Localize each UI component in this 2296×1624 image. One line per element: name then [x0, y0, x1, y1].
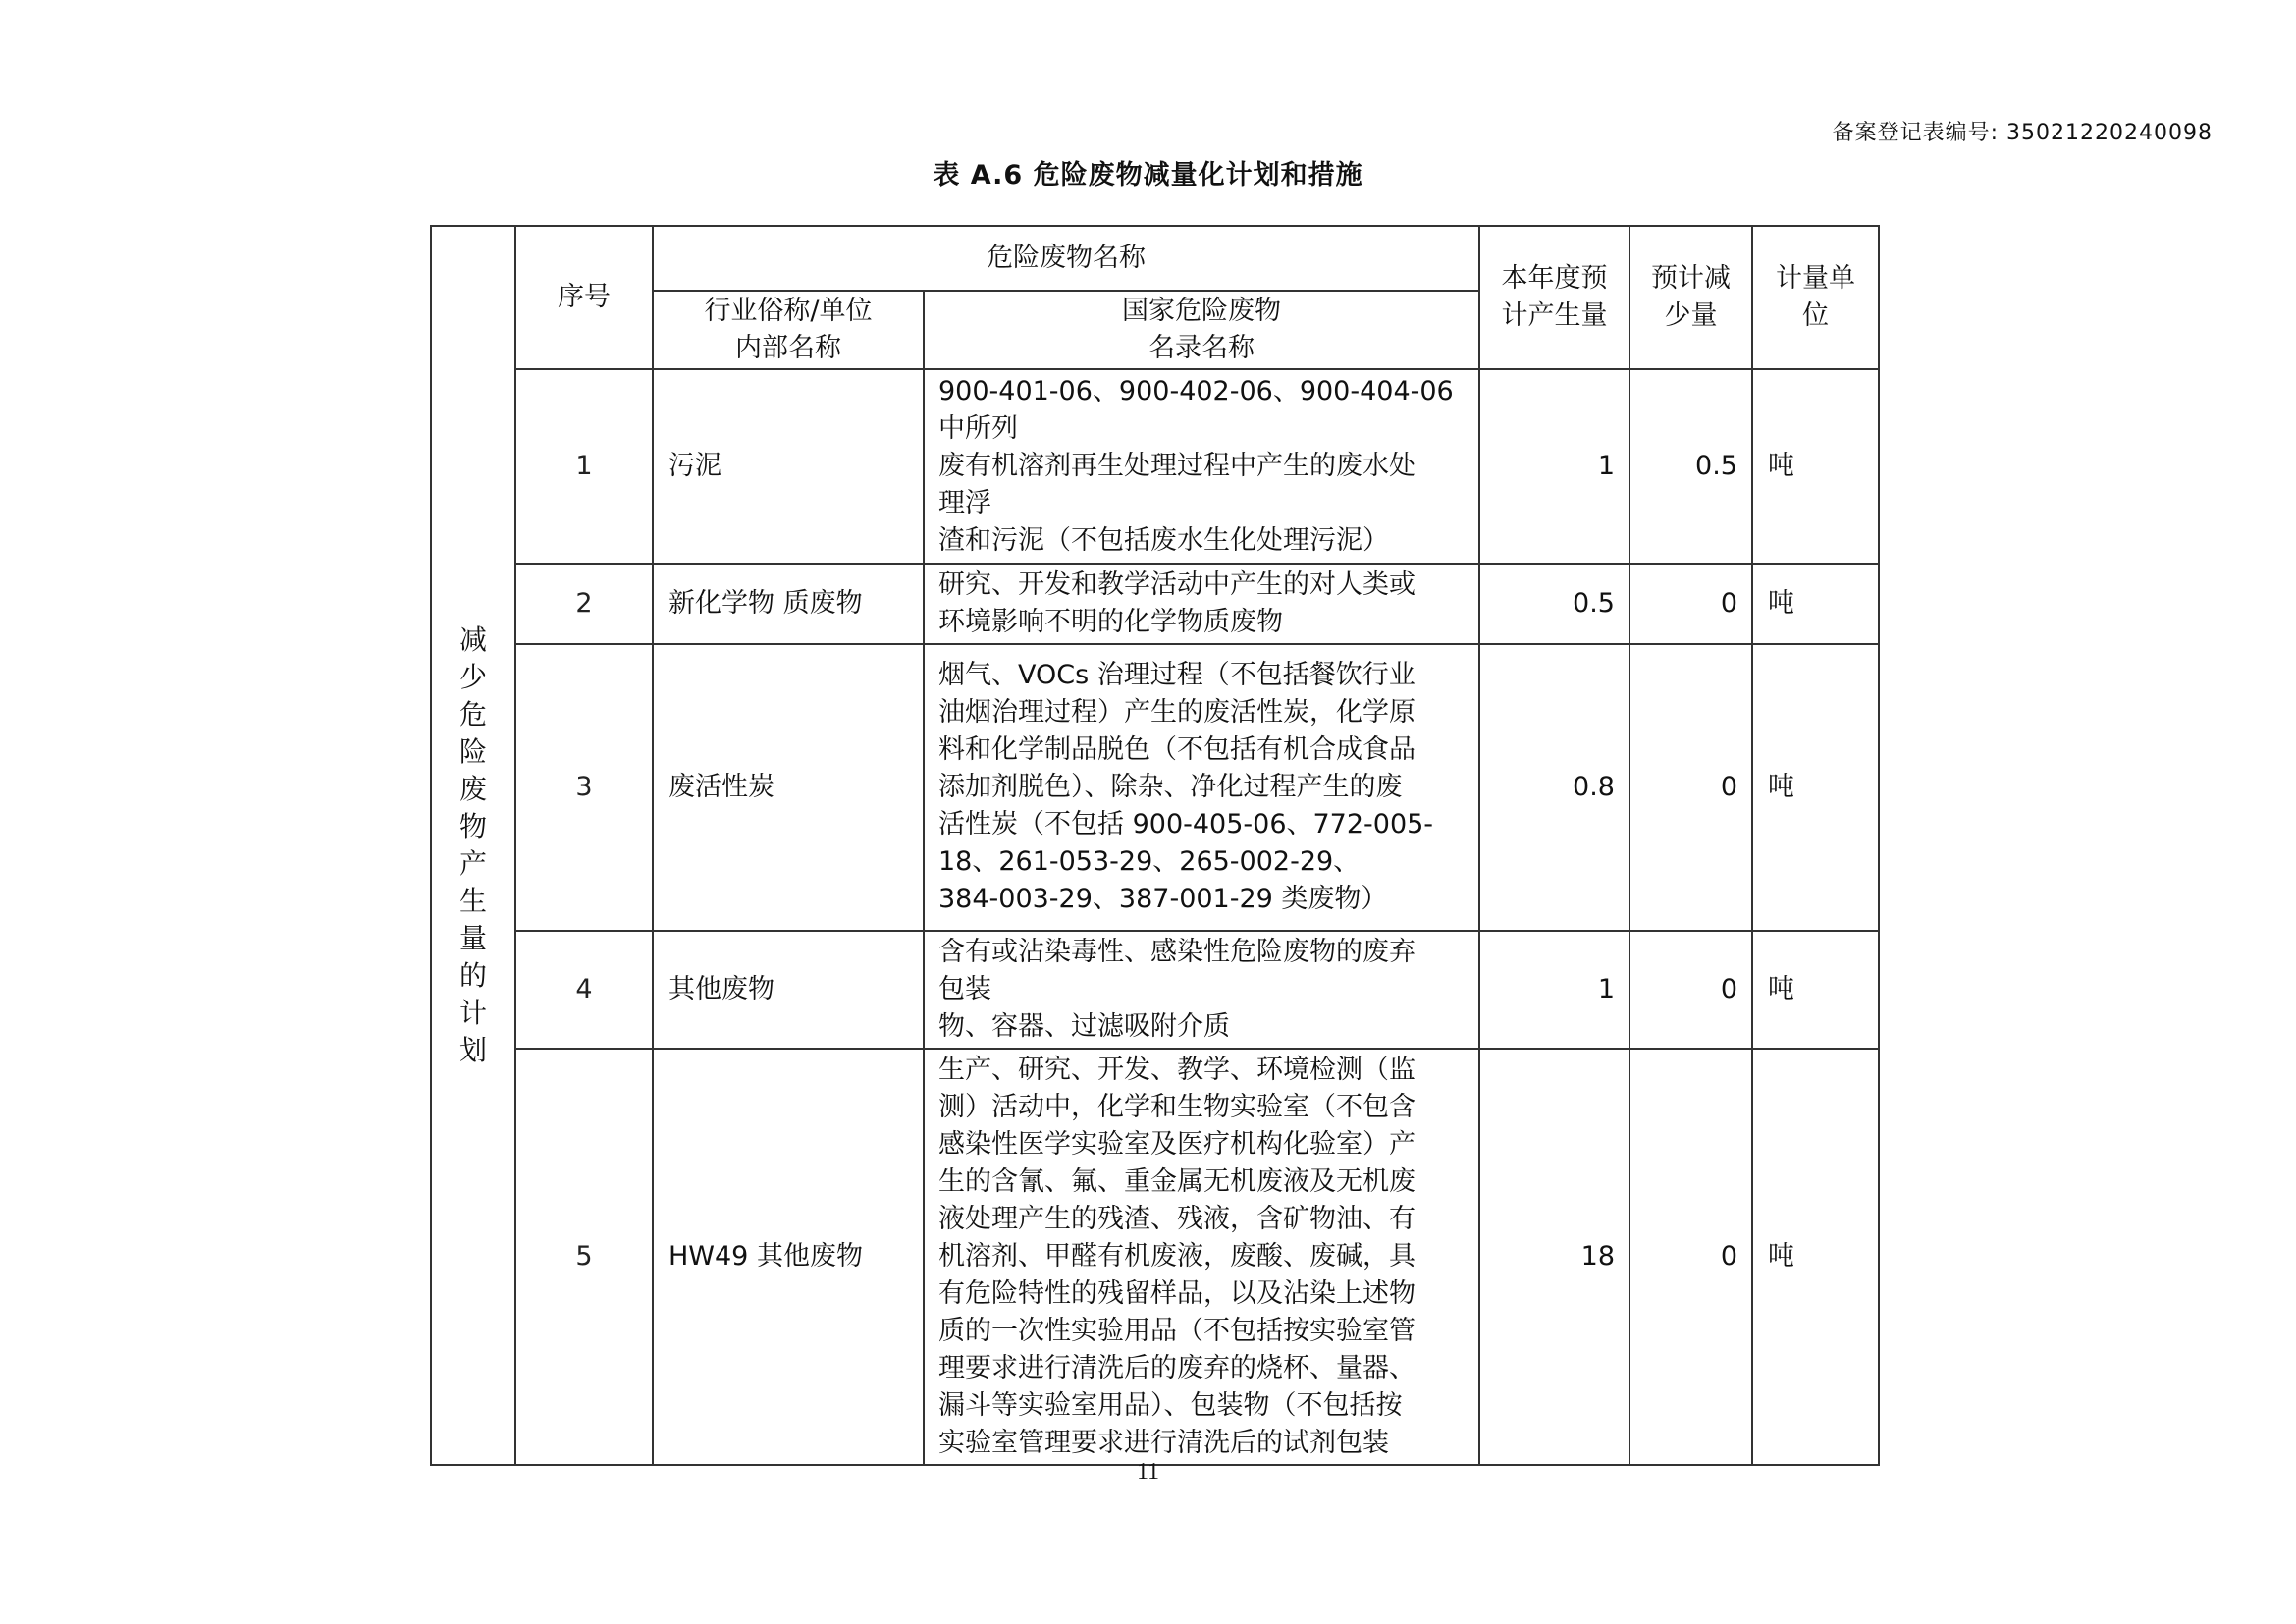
row-reduction: 0: [1629, 644, 1752, 931]
row-seq: 5: [515, 1049, 653, 1465]
row-seq: 4: [515, 931, 653, 1049]
table-row: [431, 931, 1879, 1049]
table-title: 表 A.6 危险废物减量化计划和措施: [933, 160, 1363, 190]
row-reduction: 0.5: [1629, 369, 1752, 564]
header-catalog-name: 国家危险废物 名录名称: [924, 291, 1479, 369]
row-unit: 吨: [1752, 644, 1879, 931]
row-annual: 0.5: [1479, 564, 1629, 644]
row-annual: 1: [1479, 369, 1629, 564]
row-industry-name: 其他废物: [653, 931, 924, 1049]
row-industry-name: 废活性炭: [653, 644, 924, 931]
table-row: [431, 644, 1879, 931]
row-annual: 1: [1479, 931, 1629, 1049]
table-row: [431, 369, 1879, 564]
row-unit: 吨: [1752, 564, 1879, 644]
header-waste-name: 危险废物名称: [653, 226, 1479, 291]
row-annual: 0.8: [1479, 644, 1629, 931]
header-seq: 序号: [515, 226, 653, 369]
header-reduction: 预计减 少量: [1629, 226, 1752, 369]
waste-reduction-table: [430, 225, 1880, 1466]
record-number: 备案登记表编号: 35021220240098: [1832, 121, 2213, 145]
row-industry-name: HW49 其他废物: [653, 1049, 924, 1465]
header-unit: 计量单 位: [1752, 226, 1879, 369]
table-row: [431, 564, 1879, 644]
side-label: 减 少 危 险 废 物 产 生 量 的 计 划: [431, 226, 515, 1465]
row-unit: 吨: [1752, 369, 1879, 564]
header-industry-name: 行业俗称/单位 内部名称: [653, 291, 924, 369]
header-annual: 本年度预 计产生量: [1479, 226, 1629, 369]
row-catalog-name: 烟气、VOCs 治理过程（不包括餐饮行业 油烟治理过程）产生的废活性炭，化学原 料和化学制品脱色（不包括有机合成食品 添加剂脱色）、除杂、净化过程产生的废 活性炭（不包括 900-405-06、772-005- 18、261-053-29、265-002-29、 384-003-29、387-001-29 类废物）: [924, 644, 1479, 931]
row-unit: 吨: [1752, 1049, 1879, 1465]
row-seq: 1: [515, 369, 653, 564]
row-reduction: 0: [1629, 931, 1752, 1049]
row-catalog-name: 生产、研究、开发、教学、环境检测（监 测）活动中，化学和生物实验室（不包含 感染性医学实验室及医疗机构化验室）产 生的含氰、氟、重金属无机废液及无机废 液处理产生的残渣、残液，含矿物油、有 机溶剂、甲醛有机废液，废酸、废碱，具 有危险特性的残留样品，以及沾染上述物 质的一次性实验用品（不包括按实验室管 理要求进行清洗后的废弃的烧杯、量器、 漏斗等实验室用品）、包装物（不包括按 实验室管理要求进行清洗后的试剂包装: [924, 1049, 1479, 1465]
row-seq: 2: [515, 564, 653, 644]
row-unit: 吨: [1752, 931, 1879, 1049]
table-row: [431, 1049, 1879, 1465]
row-seq: 3: [515, 644, 653, 931]
row-reduction: 0: [1629, 564, 1752, 644]
row-catalog-name: 研究、开发和教学活动中产生的对人类或 环境影响不明的化学物质废物: [924, 564, 1479, 644]
page-number: 11: [1136, 1459, 1160, 1485]
row-industry-name: 污泥: [653, 369, 924, 564]
row-reduction: 0: [1629, 1049, 1752, 1465]
row-catalog-name: 含有或沾染毒性、感染性危险废物的废弃 包装 物、容器、过滤吸附介质: [924, 931, 1479, 1049]
row-catalog-name: 900-401-06、900-402-06、900-404-06 中所列 废有机溶剂再生处理过程中产生的废水处 理浮 渣和污泥（不包括废水生化处理污泥）: [924, 369, 1479, 564]
row-industry-name: 新化学物 质废物: [653, 564, 924, 644]
row-annual: 18: [1479, 1049, 1629, 1465]
